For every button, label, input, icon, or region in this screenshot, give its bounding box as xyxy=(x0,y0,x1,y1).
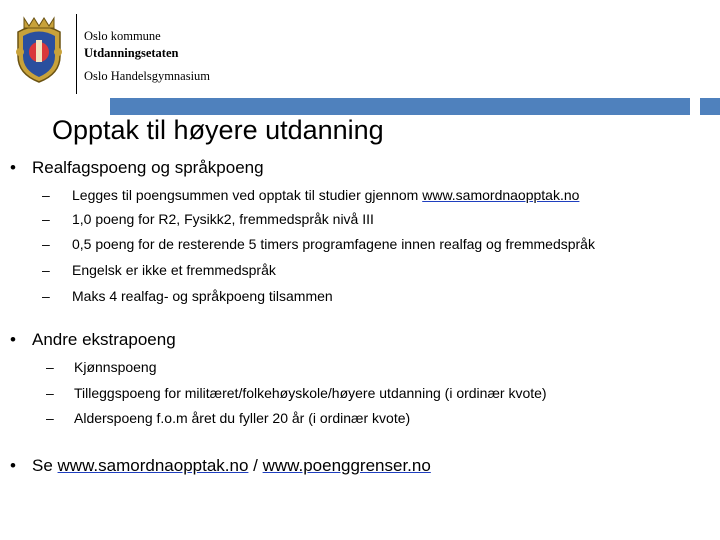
dash-icon: – xyxy=(42,236,50,252)
dash-icon: – xyxy=(42,187,50,203)
sub-item-text: Maks 4 realfag- og språkpoeng tilsammen xyxy=(72,288,333,304)
samordnaopptak-link[interactable]: www.samordnaopptak.no xyxy=(422,187,580,203)
dash-icon: – xyxy=(42,211,50,227)
sub-item-text: Engelsk er ikke et fremmedspråk xyxy=(72,262,276,278)
header-accent-bar xyxy=(110,98,690,115)
sub-item-text: 1,0 poeng for R2, Fysikk2, fremmedspråk nivå III xyxy=(72,211,374,227)
bullet-text: Se xyxy=(32,456,58,475)
dash-icon: – xyxy=(46,410,54,426)
dash-icon: – xyxy=(42,262,50,278)
bullet-icon: • xyxy=(10,456,16,475)
bullet-realfagspoeng xyxy=(10,157,264,179)
slide-title: Opptak til høyere utdanning xyxy=(52,115,384,145)
link-separator: / xyxy=(248,456,263,475)
dash-icon: – xyxy=(46,359,54,375)
org-school: Oslo Handelsgymnasium xyxy=(84,69,211,83)
sub-item-text: Alderspoeng f.o.m året du fyller 20 år (i ordinær kvote) xyxy=(74,410,411,426)
org-department: Utdanningsetaten xyxy=(84,46,179,60)
sub-item-text: Legges til poengsummen ved opptak til studier gjennom xyxy=(72,187,423,203)
samordnaopptak-link[interactable]: www.samordnaopptak.no xyxy=(57,456,249,475)
sub-item-text: Kjønnspoeng xyxy=(74,359,157,375)
bullet-se-lenker xyxy=(10,455,431,477)
dash-icon: – xyxy=(42,288,50,304)
bullet-icon: • xyxy=(10,158,16,177)
sub-item-text: Tilleggspoeng for militæret/folkehøyskole/høyere utdanning (i ordinær kvote) xyxy=(74,385,547,401)
header-accent-gap xyxy=(690,98,700,115)
header-accent-bar-end xyxy=(700,98,720,115)
header-divider xyxy=(76,14,77,94)
bullet-text: Realfagspoeng og språkpoeng xyxy=(32,158,264,177)
oslo-coat-of-arms-icon xyxy=(12,12,66,84)
bullet-text: Andre ekstrapoeng xyxy=(32,330,176,349)
org-name: Oslo kommune xyxy=(84,29,161,43)
bullet-icon: • xyxy=(10,330,16,349)
poenggrenser-link[interactable]: www.poenggrenser.no xyxy=(262,456,431,475)
bullet-andre-ekstrapoeng xyxy=(10,329,176,351)
sub-item-text: 0,5 poeng for de resterende 5 timers programfagene innen realfag og fremmedspråk xyxy=(72,236,595,252)
dash-icon: – xyxy=(46,385,54,401)
